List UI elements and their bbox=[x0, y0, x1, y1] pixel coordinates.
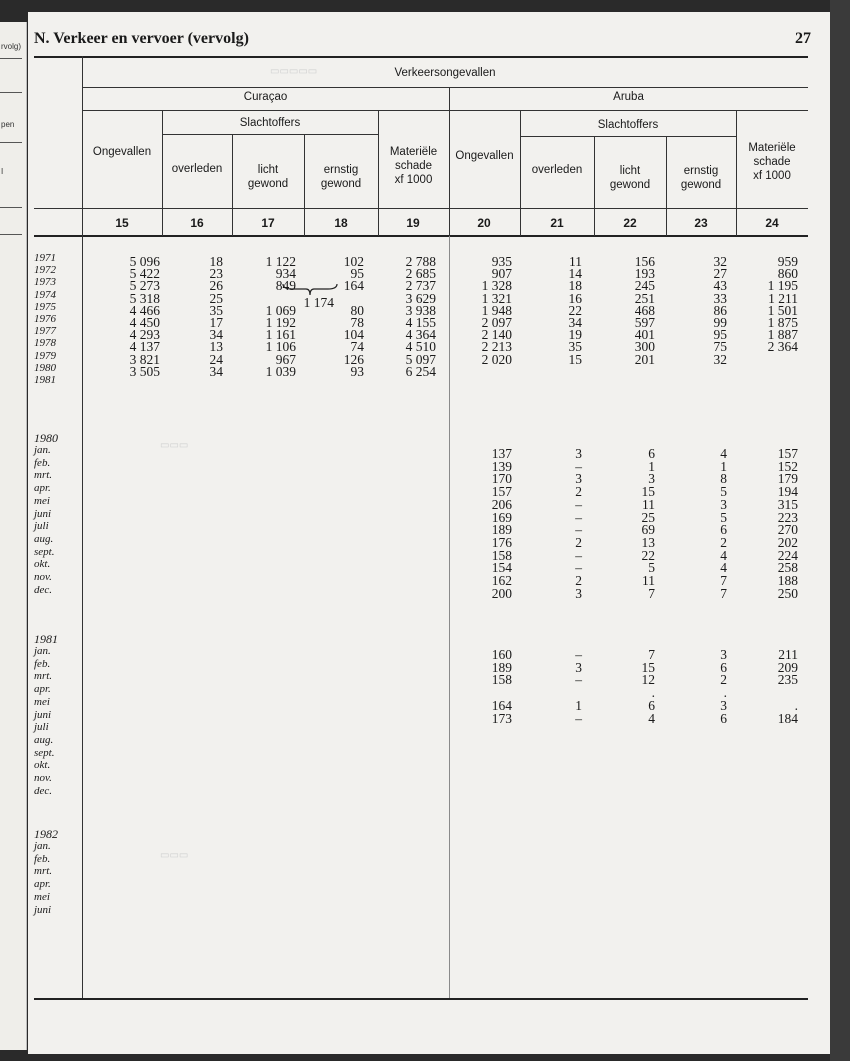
table-cell: 25 bbox=[641, 509, 655, 525]
table-cell: 4 155 bbox=[405, 315, 436, 330]
table-cell: 251 bbox=[634, 290, 655, 306]
table-cell: 4 466 bbox=[129, 302, 160, 318]
table-cell: 2 bbox=[720, 534, 727, 550]
table-cell: 5 273 bbox=[129, 278, 160, 294]
table-cell: 2 020 bbox=[481, 351, 512, 367]
table-cell: 401 bbox=[634, 327, 655, 343]
month-label: dec. bbox=[34, 784, 53, 797]
heading-line: licht bbox=[257, 164, 279, 176]
month-label: aug. bbox=[34, 733, 54, 746]
table-cell: – bbox=[575, 647, 582, 662]
table-cell: 7 bbox=[720, 573, 727, 588]
table-cell: 188 bbox=[777, 573, 798, 588]
table-cell: 224 bbox=[777, 547, 798, 563]
table-cell: 5 bbox=[720, 509, 727, 525]
month-label: apr. bbox=[34, 482, 51, 495]
table-cell: 5 422 bbox=[129, 266, 160, 282]
month-label: nov. bbox=[34, 772, 52, 784]
heading-materiele-schade-curacao bbox=[378, 145, 449, 187]
month-label: juni bbox=[34, 708, 52, 721]
table-cell: 2 bbox=[575, 534, 582, 550]
table-cell: 74 bbox=[350, 339, 364, 355]
month-label: juni bbox=[34, 507, 52, 520]
table-cell: 4 bbox=[720, 547, 727, 563]
table-cell: 157 bbox=[777, 446, 798, 461]
table-cell: 22 bbox=[568, 302, 582, 318]
table-cell: 1 192 bbox=[265, 315, 296, 330]
table-cell: 200 bbox=[491, 585, 512, 601]
month-label: juni bbox=[34, 903, 52, 916]
table-cell: 468 bbox=[634, 302, 655, 318]
year-label: 1974 bbox=[34, 288, 56, 301]
table-cell: 849 bbox=[275, 278, 296, 294]
bleed-through: ▭▭▭ bbox=[160, 850, 189, 861]
table-header-bottom-rule bbox=[34, 235, 808, 237]
column-number: 22 bbox=[623, 216, 637, 230]
year-label: 1981 bbox=[34, 374, 56, 386]
table-cell: – bbox=[575, 672, 582, 688]
table-cell: 202 bbox=[777, 534, 798, 550]
column-number: 17 bbox=[261, 216, 275, 230]
table-cell: 11 bbox=[569, 254, 582, 269]
table-cell: 139 bbox=[491, 458, 512, 474]
heading-slachtoffers-curacao: Slachtoffers bbox=[239, 117, 301, 129]
column-number: 15 bbox=[115, 216, 129, 230]
table-cell: 34 bbox=[209, 363, 223, 379]
table-cell: 27 bbox=[713, 266, 727, 282]
table-cell: 211 bbox=[778, 647, 798, 662]
table-cell: – bbox=[575, 458, 582, 474]
table-cell: 3 bbox=[575, 585, 582, 601]
table-cell: 17 bbox=[209, 315, 223, 330]
section-year-label: 1981 bbox=[34, 632, 58, 646]
month-label: mrt. bbox=[34, 670, 53, 683]
table-cell: 126 bbox=[343, 351, 364, 367]
table-cell: 11 bbox=[642, 573, 655, 588]
section-year-label: 1982 bbox=[34, 827, 58, 841]
month-label: mrt. bbox=[34, 469, 53, 482]
table-cell: 6 bbox=[720, 710, 727, 726]
table-cell: 1 069 bbox=[265, 302, 296, 318]
heading-ernstig-gewond-curacao bbox=[304, 163, 378, 191]
left-strip-label: I bbox=[1, 167, 4, 176]
table-cell: 1 211 bbox=[768, 290, 798, 306]
table-cell: 158 bbox=[491, 672, 512, 688]
table-cell: 5 bbox=[720, 484, 727, 500]
table-cell: 162 bbox=[491, 573, 512, 588]
table-cell: 1 bbox=[648, 458, 655, 474]
table-cell: 102 bbox=[343, 254, 364, 269]
section-year-label: 1980 bbox=[34, 431, 58, 445]
heading-line: ernstig bbox=[323, 164, 359, 176]
table-cell: 3 bbox=[575, 659, 582, 675]
month-label: juli bbox=[34, 520, 49, 533]
heading-overleden-aruba: overleden bbox=[531, 164, 583, 176]
table-cell: 860 bbox=[777, 266, 798, 282]
table-cell: 7 bbox=[648, 585, 655, 601]
year-label: 1973 bbox=[34, 276, 56, 289]
heading-verkeersongevallen: Verkeersongevallen bbox=[394, 67, 496, 79]
table-rule bbox=[520, 136, 736, 137]
table-cell: 597 bbox=[634, 315, 655, 330]
table-cell: 18 bbox=[209, 254, 223, 269]
page-number: 27 bbox=[795, 30, 811, 47]
table-cell: 154 bbox=[491, 560, 512, 576]
month-label: okt. bbox=[34, 558, 51, 571]
table-cell: 173 bbox=[491, 710, 512, 726]
table-cell: 245 bbox=[634, 278, 655, 294]
table-cell: 14 bbox=[568, 266, 582, 282]
table-cell: 935 bbox=[491, 254, 512, 269]
page-title: N. Verkeer en vervoer (vervolg) bbox=[34, 30, 249, 47]
table-cell: 169 bbox=[491, 509, 512, 525]
left-strip-label: pen bbox=[1, 120, 15, 129]
table-cell: 967 bbox=[275, 351, 296, 367]
table-cell: 26 bbox=[209, 278, 223, 294]
table-cell: 6 bbox=[720, 659, 727, 675]
table-cell: 164 bbox=[491, 697, 512, 713]
table-cell: 43 bbox=[713, 278, 727, 294]
table-cell: 12 bbox=[641, 672, 655, 688]
table-cell: 7 bbox=[648, 647, 655, 662]
table-cell: 1 106 bbox=[265, 339, 296, 355]
table-cell: 93 bbox=[350, 363, 364, 379]
month-label: feb. bbox=[34, 852, 51, 865]
table-cell: 4 bbox=[720, 446, 727, 461]
heading-line: schade bbox=[753, 156, 791, 168]
table-cell: 3 bbox=[720, 496, 727, 512]
table-cell: 2 737 bbox=[405, 278, 436, 294]
table-cell: 1 328 bbox=[481, 278, 512, 294]
table-cell: 8 bbox=[720, 471, 727, 487]
table-cell: 907 bbox=[491, 266, 512, 282]
month-label: nov. bbox=[34, 571, 52, 583]
table-cell: 1 948 bbox=[481, 302, 512, 318]
previous-page-edge bbox=[0, 22, 27, 1050]
table-cell: 4 293 bbox=[129, 327, 160, 343]
table-cell: 206 bbox=[491, 496, 512, 512]
table-cell: 223 bbox=[777, 509, 798, 525]
table-cell: 3 bbox=[720, 647, 727, 662]
month-label: jan. bbox=[34, 645, 51, 657]
month-label: jan. bbox=[34, 840, 51, 852]
table-cell: 4 510 bbox=[405, 339, 436, 355]
heading-overleden-curacao: overleden bbox=[171, 163, 223, 175]
table-cell: 78 bbox=[350, 315, 364, 330]
month-label: feb. bbox=[34, 456, 51, 469]
table-cell: . bbox=[723, 685, 727, 701]
heading-licht-gewond-aruba bbox=[594, 164, 666, 192]
year-label: 1975 bbox=[34, 300, 56, 313]
table-cell: 164 bbox=[343, 278, 364, 294]
table-cell: 3 bbox=[720, 697, 727, 713]
column-number: 21 bbox=[550, 216, 564, 230]
table-rule bbox=[449, 236, 450, 998]
table-cell: 2 140 bbox=[481, 327, 512, 343]
table-cell: 152 bbox=[777, 458, 798, 474]
heading-line: Materiële bbox=[389, 146, 438, 158]
table-cell: 1 bbox=[720, 458, 727, 474]
table-cell: 25 bbox=[209, 290, 223, 306]
table-cell: 1 161 bbox=[265, 327, 296, 343]
table-cell: 1 321 bbox=[481, 290, 512, 306]
table-cell: 6 bbox=[648, 446, 655, 461]
table-cell: 209 bbox=[777, 659, 798, 675]
table-cell: 34 bbox=[568, 315, 582, 330]
table-rule bbox=[82, 87, 808, 88]
month-label: mei bbox=[34, 695, 50, 708]
table-cell: – bbox=[575, 547, 582, 563]
table-cell: 5 097 bbox=[405, 351, 436, 367]
table-cell: . bbox=[651, 685, 655, 701]
table-cell: 184 bbox=[777, 710, 798, 726]
table-rule bbox=[162, 134, 378, 135]
heading-line: gewond bbox=[320, 178, 362, 190]
table-cell: 34 bbox=[209, 327, 223, 343]
table-cell: 95 bbox=[713, 327, 727, 343]
month-label: feb. bbox=[34, 657, 51, 670]
table-cell: 75 bbox=[713, 339, 727, 355]
table-cell: 104 bbox=[343, 327, 364, 343]
table-cell: 33 bbox=[713, 290, 727, 306]
table-cell: 1 875 bbox=[767, 315, 798, 330]
left-strip-line bbox=[0, 207, 22, 208]
table-cell: 15 bbox=[568, 351, 582, 367]
merged-cell-1973-1974: 1 174 bbox=[303, 295, 334, 310]
table-cell: 2 364 bbox=[767, 339, 798, 355]
table-cell: 4 450 bbox=[129, 315, 160, 330]
table-cell: 235 bbox=[777, 672, 798, 688]
column-number: 16 bbox=[190, 216, 204, 230]
table-cell: 250 bbox=[777, 585, 798, 601]
table-cell: 2 213 bbox=[481, 339, 512, 355]
table-cell: – bbox=[575, 710, 582, 726]
left-strip-label: rvolg) bbox=[1, 42, 22, 51]
table-cell: 13 bbox=[209, 339, 223, 355]
table-cell: 179 bbox=[777, 471, 798, 487]
table-cell: 3 bbox=[648, 471, 655, 487]
table-cell: 137 bbox=[491, 446, 512, 461]
table-cell: 15 bbox=[641, 659, 655, 675]
table-cell: 300 bbox=[634, 339, 655, 355]
table-cell: 69 bbox=[641, 522, 655, 538]
table-cell: 19 bbox=[568, 327, 582, 343]
table-cell: – bbox=[575, 522, 582, 538]
heading-materiele-schade-aruba bbox=[736, 141, 808, 183]
year-label: 1979 bbox=[34, 349, 56, 362]
table-cell: 6 bbox=[720, 522, 727, 538]
heading-line: licht bbox=[619, 165, 641, 177]
table-cell: 11 bbox=[642, 496, 655, 512]
heading-slachtoffers-aruba: Slachtoffers bbox=[597, 119, 659, 131]
month-label: aug. bbox=[34, 532, 54, 545]
table-cell: 176 bbox=[491, 534, 512, 550]
table-cell: 16 bbox=[568, 290, 582, 306]
table-cell: 160 bbox=[491, 647, 512, 662]
table-cell: 2 788 bbox=[405, 254, 436, 269]
table-cell: 13 bbox=[641, 534, 655, 550]
bleed-through: ▭▭▭ bbox=[160, 440, 189, 451]
table-cell: 32 bbox=[713, 254, 727, 269]
table-cell: 1 195 bbox=[767, 278, 798, 294]
table-cell: 193 bbox=[634, 266, 655, 282]
table-cell: 2 bbox=[575, 484, 582, 500]
table-cell: 18 bbox=[568, 278, 582, 294]
month-label: mrt. bbox=[34, 865, 53, 878]
table-cell: 22 bbox=[641, 547, 655, 563]
month-label: jan. bbox=[34, 444, 51, 456]
table-cell: 15 bbox=[641, 484, 655, 500]
table-cell: 201 bbox=[634, 351, 655, 367]
table-cell: 6 bbox=[648, 697, 655, 713]
year-label: 1978 bbox=[34, 337, 56, 350]
month-label: mei bbox=[34, 494, 50, 507]
table-cell: 2 bbox=[575, 573, 582, 588]
heading-licht-gewond-curacao bbox=[232, 163, 304, 191]
table-cell: 194 bbox=[777, 484, 798, 500]
table-cell: 24 bbox=[209, 351, 223, 367]
column-number: 24 bbox=[765, 216, 779, 230]
table-cell: 6 254 bbox=[405, 363, 436, 379]
table-cell: 5 096 bbox=[129, 254, 160, 269]
table-cell: 3 bbox=[575, 446, 582, 461]
table-cell: 32 bbox=[713, 351, 727, 367]
table-cell: – bbox=[575, 560, 582, 576]
month-label: apr. bbox=[34, 683, 51, 696]
month-label: juli bbox=[34, 721, 49, 734]
table-cell: 1 887 bbox=[767, 327, 798, 343]
table-cell: 1 501 bbox=[767, 302, 798, 318]
heading-line: gewond bbox=[247, 178, 289, 190]
column-number: 20 bbox=[477, 216, 491, 230]
heading-line: xf 1000 bbox=[753, 170, 791, 182]
heading-line: gewond bbox=[680, 179, 722, 191]
table-cell: 3 505 bbox=[129, 363, 160, 379]
table-cell: 35 bbox=[568, 339, 582, 355]
table-cell: 5 318 bbox=[129, 290, 160, 306]
left-strip-line bbox=[0, 58, 22, 59]
heading-curacao: Curaçao bbox=[243, 91, 288, 103]
binding-shadow bbox=[830, 0, 850, 1061]
year-label: 1977 bbox=[34, 325, 56, 338]
heading-aruba: Aruba bbox=[613, 91, 644, 103]
table-cell: 4 364 bbox=[405, 327, 436, 343]
table-cell: 80 bbox=[350, 302, 364, 318]
table-cell: 86 bbox=[713, 302, 727, 318]
table-cell: . bbox=[794, 697, 798, 713]
column-number: 18 bbox=[334, 216, 348, 230]
heading-line: ernstig bbox=[683, 165, 719, 177]
table-cell: 2 685 bbox=[405, 266, 436, 282]
table-cell: 5 bbox=[648, 560, 655, 576]
table-cell: 3 938 bbox=[405, 302, 436, 318]
column-number: 23 bbox=[694, 216, 708, 230]
year-label: 1971 bbox=[34, 252, 56, 264]
table-cell: 7 bbox=[720, 585, 727, 601]
table-cell: 189 bbox=[491, 659, 512, 675]
table-cell: 95 bbox=[350, 266, 364, 282]
table-cell: 2 097 bbox=[481, 315, 512, 330]
table-cell: 3 bbox=[575, 471, 582, 487]
table-cell: 170 bbox=[491, 471, 512, 487]
left-strip-line bbox=[0, 234, 22, 235]
table-rule bbox=[34, 208, 808, 209]
table-cell: 258 bbox=[777, 560, 798, 576]
table-cell: 1 122 bbox=[265, 254, 296, 269]
heading-line: gewond bbox=[609, 179, 651, 191]
table-cell: 35 bbox=[209, 302, 223, 318]
bleed-through: ▭▭▭▭▭ bbox=[270, 66, 318, 77]
table-cell: 4 137 bbox=[129, 339, 160, 355]
table-cell: 3 629 bbox=[405, 290, 436, 306]
table-cell: 1 039 bbox=[265, 363, 296, 379]
year-label: 1972 bbox=[34, 264, 56, 277]
table-cell: – bbox=[575, 496, 582, 512]
month-label: sept. bbox=[34, 746, 55, 759]
table-cell: 156 bbox=[634, 254, 655, 269]
year-label: 1980 bbox=[34, 361, 56, 374]
column-number: 19 bbox=[406, 216, 420, 230]
table-cell: 315 bbox=[777, 496, 798, 512]
table-cell: 270 bbox=[777, 522, 798, 538]
table-bottom-rule bbox=[34, 998, 808, 1000]
left-strip-line bbox=[0, 142, 22, 143]
table-rule bbox=[82, 236, 83, 998]
table-cell: 158 bbox=[491, 547, 512, 563]
heading-line: schade bbox=[394, 160, 433, 172]
year-label: 1976 bbox=[34, 313, 56, 325]
table-cell: 157 bbox=[491, 484, 512, 500]
month-label: mei bbox=[34, 890, 50, 903]
heading-ongevallen-curacao: Ongevallen bbox=[92, 146, 152, 158]
table-top-rule bbox=[34, 56, 808, 58]
table-rule bbox=[82, 110, 808, 111]
table-cell: 23 bbox=[209, 266, 223, 282]
month-label: okt. bbox=[34, 759, 51, 772]
table-cell: – bbox=[575, 509, 582, 525]
month-label: sept. bbox=[34, 545, 55, 558]
heading-line: xf 1000 bbox=[394, 174, 433, 186]
heading-line: Materiële bbox=[748, 142, 796, 154]
month-label: apr. bbox=[34, 878, 51, 891]
month-label: dec. bbox=[34, 583, 53, 596]
table-cell: 4 bbox=[720, 560, 727, 576]
table-cell: 4 bbox=[648, 710, 655, 726]
left-strip-line bbox=[0, 92, 22, 93]
heading-ongevallen-aruba: Ongevallen bbox=[455, 150, 514, 162]
table-cell: 934 bbox=[275, 266, 296, 282]
table-cell: 2 bbox=[720, 672, 727, 688]
table-cell: 189 bbox=[491, 522, 512, 538]
table-cell: 99 bbox=[713, 315, 727, 330]
heading-ernstig-gewond-aruba bbox=[666, 164, 736, 192]
table-cell: 1 bbox=[575, 697, 582, 713]
table-cell: 959 bbox=[777, 254, 798, 269]
table-cell: 3 821 bbox=[129, 351, 160, 367]
